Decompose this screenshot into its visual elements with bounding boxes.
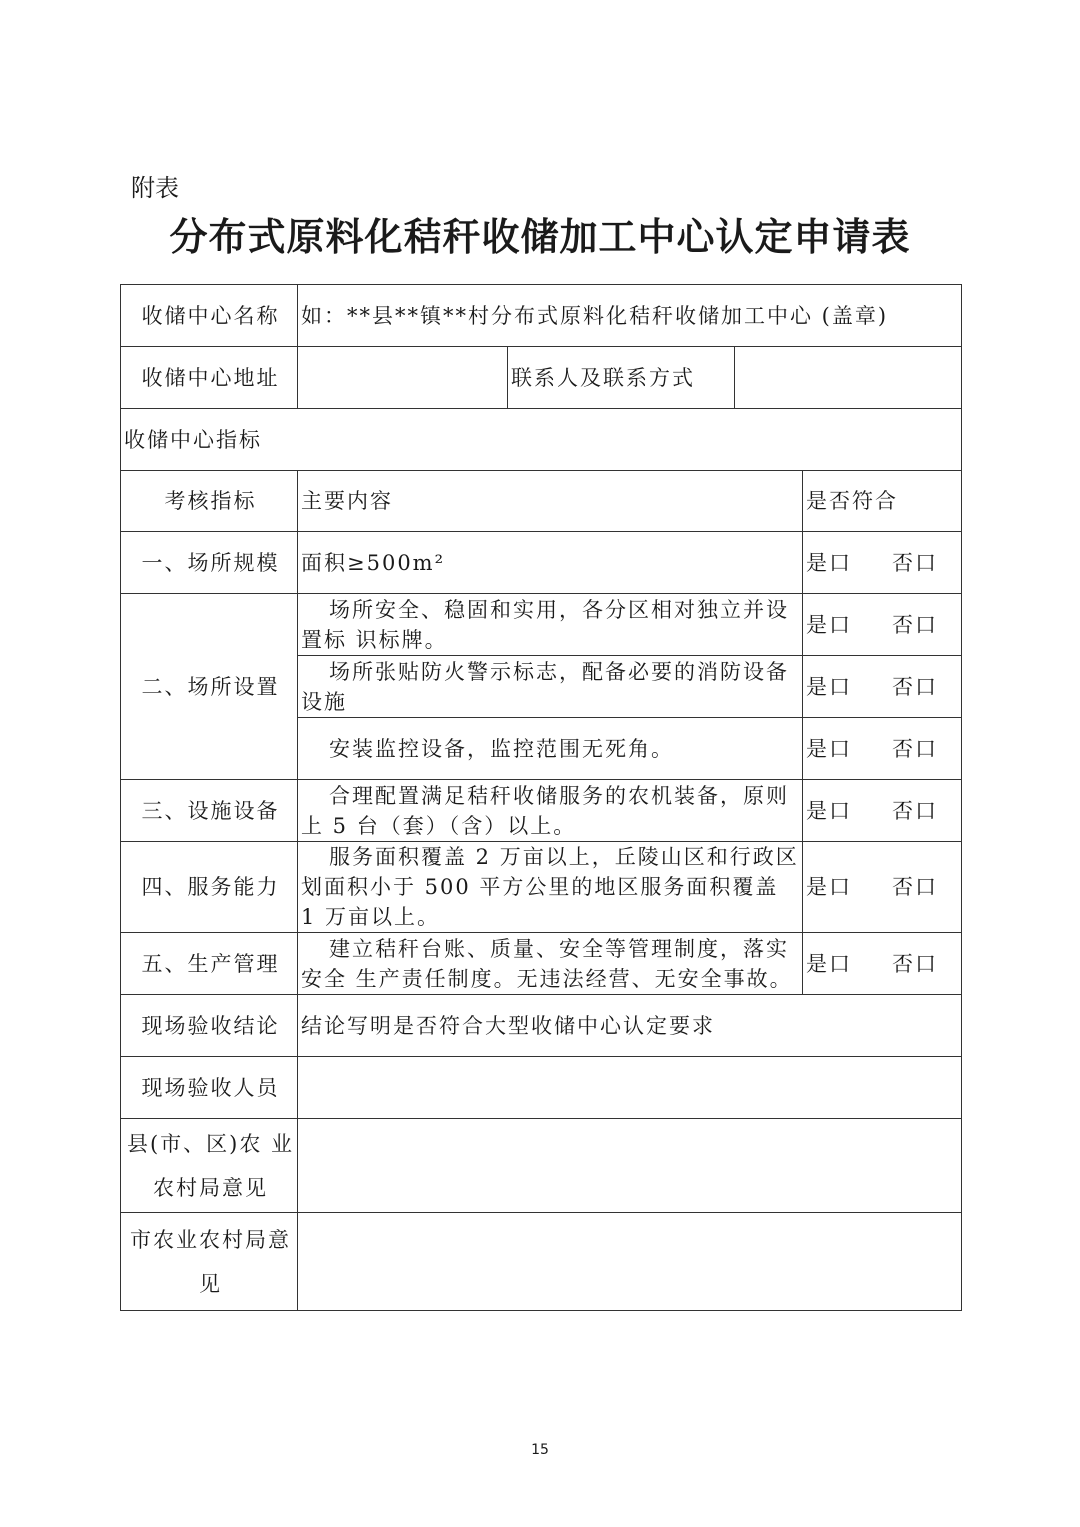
table-row bbox=[121, 532, 962, 594]
attachment-label: 附表 bbox=[131, 174, 179, 202]
col-content: 主要内容 bbox=[298, 471, 803, 532]
section-content bbox=[298, 718, 803, 780]
indicators-label: 收储中心指标 bbox=[121, 409, 962, 471]
city-opinion-label: 市农业农村局意见 bbox=[121, 1213, 298, 1311]
yes-checkbox[interactable]: 是口 bbox=[806, 612, 852, 637]
section-name: 三、设施设备 bbox=[121, 780, 298, 842]
col-indicator: 考核指标 bbox=[121, 471, 298, 532]
content-text: 场所张贴防火警示标志，配备必要的消防设备设施 bbox=[301, 659, 789, 714]
contact-label: 联系人及联系方式 bbox=[508, 347, 735, 409]
conform-choice[interactable] bbox=[803, 842, 962, 933]
address-label: 收储中心地址 bbox=[121, 347, 298, 409]
no-checkbox[interactable]: 否口 bbox=[892, 951, 938, 976]
section-content: 面积≥500m² bbox=[298, 532, 803, 594]
county-opinion-label: 县(市、区)农 业农村局意见 bbox=[121, 1119, 298, 1213]
conclusion-row bbox=[121, 995, 962, 1057]
county-opinion-value[interactable] bbox=[298, 1119, 962, 1213]
conform-choice[interactable] bbox=[803, 933, 962, 995]
indicators-row bbox=[121, 409, 962, 471]
yes-checkbox[interactable]: 是口 bbox=[806, 736, 852, 761]
no-checkbox[interactable]: 否口 bbox=[892, 612, 938, 637]
county-opinion-row bbox=[121, 1119, 962, 1213]
no-checkbox[interactable]: 否口 bbox=[892, 875, 938, 899]
inspectors-row bbox=[121, 1057, 962, 1119]
content-text: 服务面积覆盖 2 万亩以上，丘陵山区和行政区划面积小于 500 平方公里的地区服务面积覆盖 1 万亩以上。 bbox=[301, 845, 799, 929]
table-row bbox=[121, 780, 962, 842]
conclusion-value[interactable]: 结论写明是否符合大型收储中心认定要求 bbox=[298, 995, 962, 1057]
yes-checkbox[interactable]: 是口 bbox=[806, 875, 852, 899]
name-row bbox=[121, 285, 962, 347]
conform-choice[interactable] bbox=[803, 594, 962, 656]
name-value[interactable]: 如：**县**镇**村分布式原料化秸秆收储加工中心 (盖章) bbox=[298, 285, 962, 347]
yes-checkbox[interactable]: 是口 bbox=[806, 550, 852, 575]
no-checkbox[interactable]: 否口 bbox=[892, 550, 938, 575]
conform-choice[interactable] bbox=[803, 532, 962, 594]
city-opinion-value[interactable] bbox=[298, 1213, 962, 1311]
application-form-table bbox=[120, 284, 962, 1311]
section-content bbox=[298, 933, 803, 995]
address-value[interactable] bbox=[298, 347, 508, 409]
page-number: 15 bbox=[531, 1442, 549, 1458]
conform-choice[interactable] bbox=[803, 780, 962, 842]
section-name: 四、服务能力 bbox=[121, 842, 298, 933]
content-text: 建立秸秆台账、质量、安全等管理制度，落实安全 生产责任制度。无违法经营、无安全事故。 bbox=[301, 936, 793, 991]
col-conform: 是否符合 bbox=[803, 471, 962, 532]
section-name: 一、场所规模 bbox=[121, 532, 298, 594]
table-row bbox=[121, 842, 962, 933]
city-opinion-row bbox=[121, 1213, 962, 1311]
form-title: 分布式原料化秸秆收储加工中心认定申请表 bbox=[169, 215, 911, 259]
section-content bbox=[298, 656, 803, 718]
section-content bbox=[298, 842, 803, 933]
table-header-row bbox=[121, 471, 962, 532]
yes-checkbox[interactable]: 是口 bbox=[806, 798, 852, 823]
table-row bbox=[121, 594, 962, 656]
yes-checkbox[interactable]: 是口 bbox=[806, 951, 852, 976]
section-content bbox=[298, 780, 803, 842]
conclusion-label: 现场验收结论 bbox=[121, 995, 298, 1057]
section-name: 五、生产管理 bbox=[121, 933, 298, 995]
inspectors-value[interactable] bbox=[298, 1057, 962, 1119]
conform-choice[interactable] bbox=[803, 656, 962, 718]
content-text: 安装监控设备，监控范围无死角。 bbox=[329, 736, 674, 761]
address-row bbox=[121, 347, 962, 409]
section-content bbox=[298, 594, 803, 656]
conform-choice[interactable] bbox=[803, 718, 962, 780]
contact-value[interactable] bbox=[735, 347, 962, 409]
content-text: 场所安全、稳固和实用，各分区相对独立并设置标 识标牌。 bbox=[301, 597, 789, 652]
inspectors-label: 现场验收人员 bbox=[121, 1057, 298, 1119]
no-checkbox[interactable]: 否口 bbox=[892, 798, 938, 823]
no-checkbox[interactable]: 否口 bbox=[892, 736, 938, 761]
yes-checkbox[interactable]: 是口 bbox=[806, 674, 852, 699]
table-row bbox=[121, 933, 962, 995]
section-name: 二、场所设置 bbox=[121, 594, 298, 780]
name-label: 收储中心名称 bbox=[121, 285, 298, 347]
no-checkbox[interactable]: 否口 bbox=[892, 674, 938, 699]
content-text: 合理配置满足秸秆收储服务的农机装备，原则上 5 台（套）（含）以上。 bbox=[301, 783, 789, 838]
